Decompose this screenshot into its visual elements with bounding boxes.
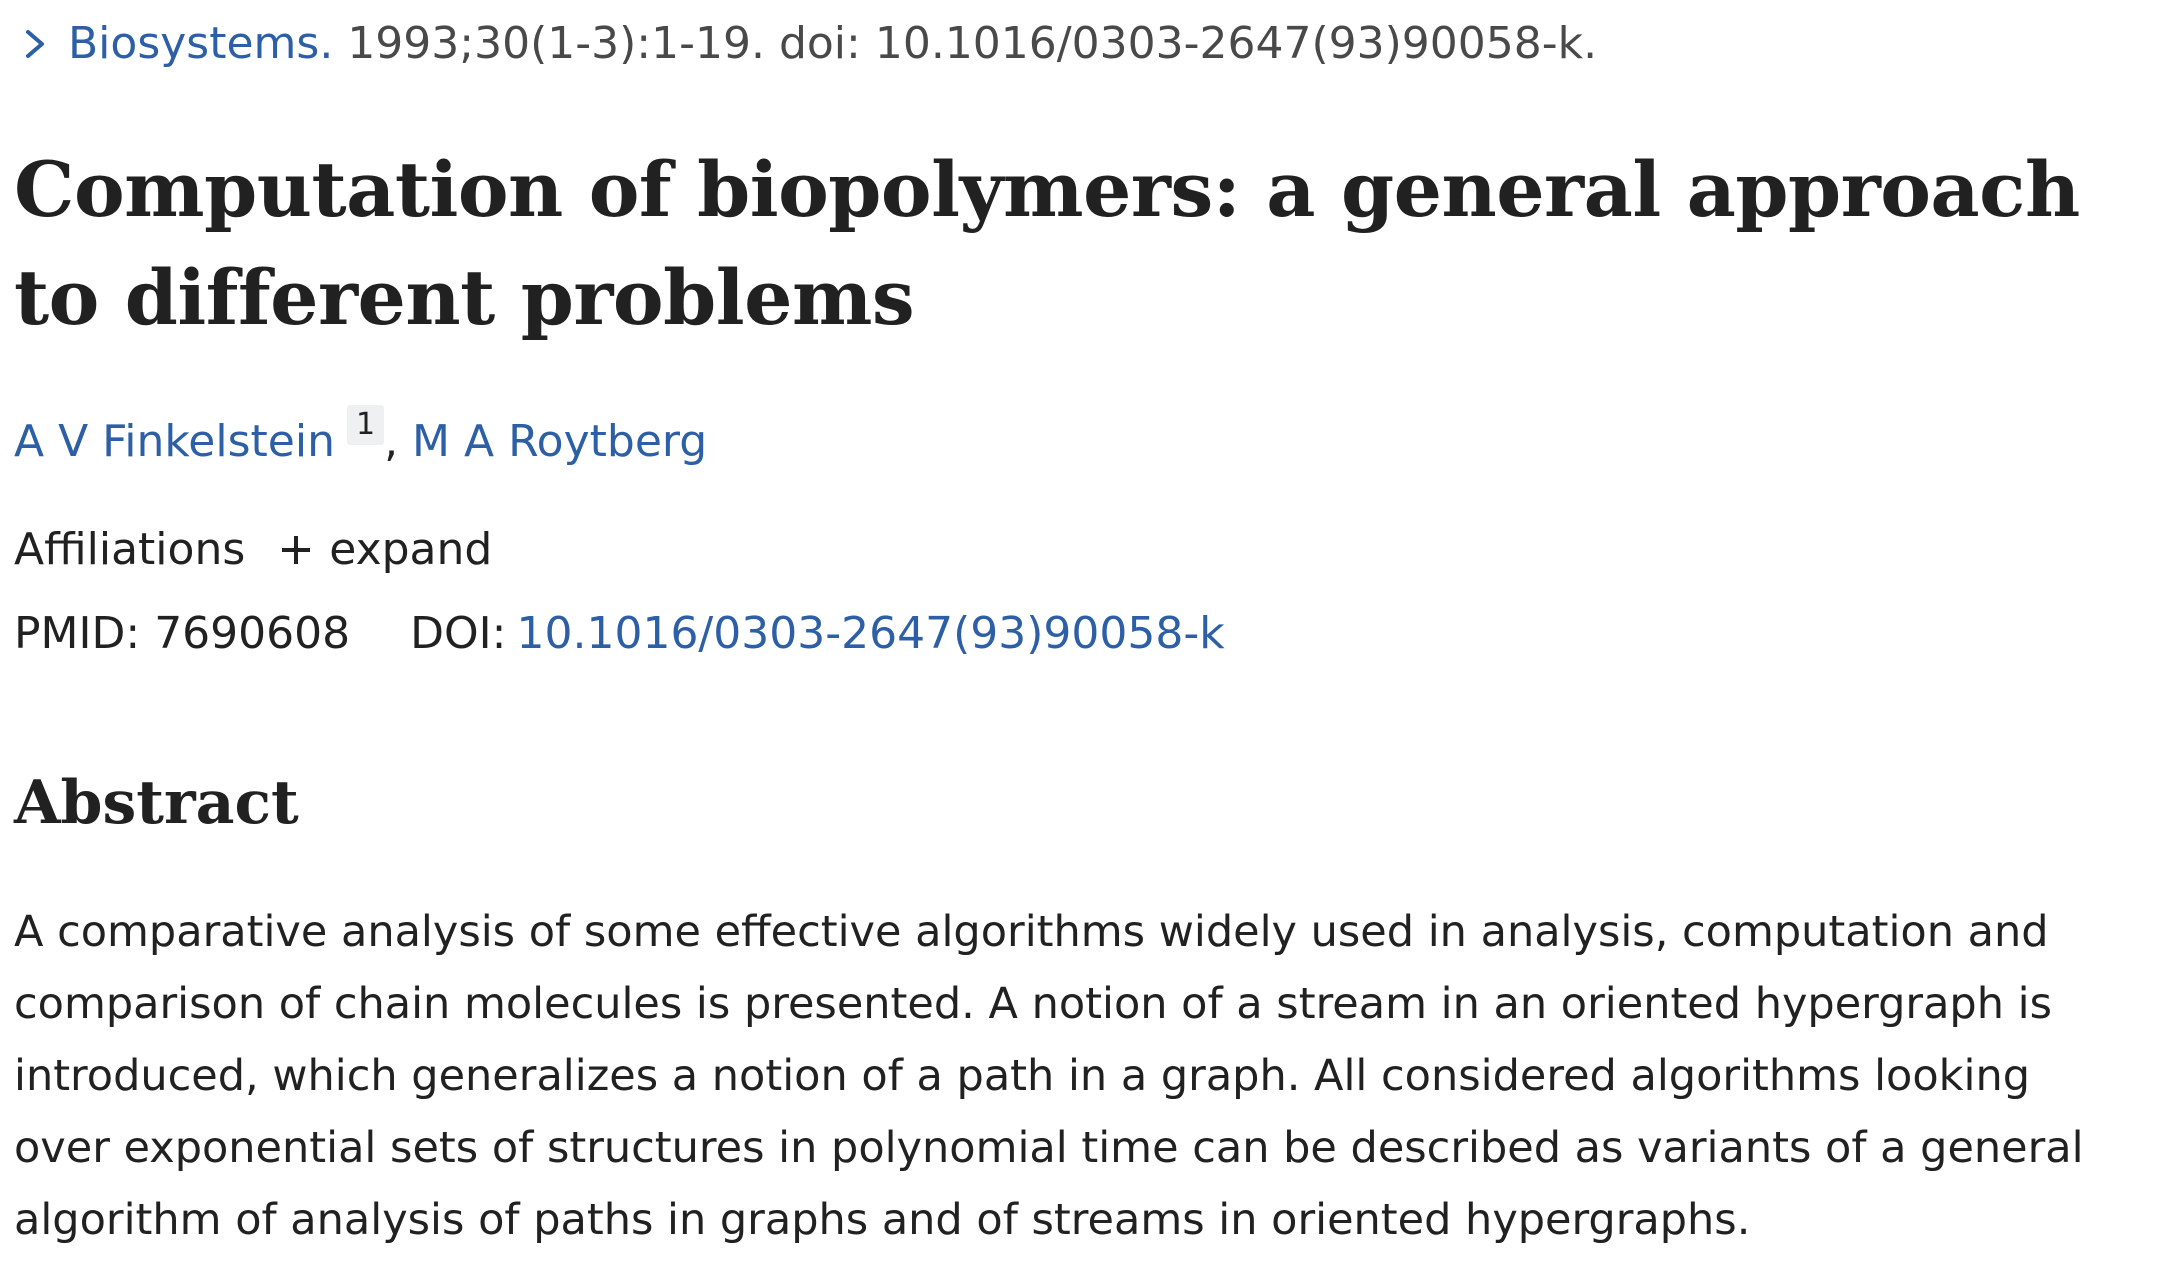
author-link-roytberg[interactable]: M A Roytberg bbox=[412, 416, 708, 467]
author-separator: , bbox=[384, 416, 413, 467]
doi-link[interactable]: 10.1016/0303-2647(93)90058-k bbox=[516, 608, 1225, 659]
expand-label: expand bbox=[329, 524, 493, 575]
author-link-finkelstein[interactable]: A V Finkelstein bbox=[14, 416, 335, 467]
citation-details: 1993;30(1-3):1-19. doi: 10.1016/0303-2647(93)90058-k. bbox=[347, 18, 1598, 69]
affiliations-expand-button[interactable] bbox=[279, 520, 492, 580]
doi-label: DOI: bbox=[410, 608, 507, 659]
pmid-label: PMID: bbox=[14, 608, 141, 659]
chevron-right-icon[interactable] bbox=[14, 24, 60, 64]
plus-icon bbox=[279, 533, 313, 567]
pmid-value: 7690608 bbox=[154, 608, 351, 659]
abstract-heading: Abstract bbox=[14, 768, 299, 838]
identifiers-row bbox=[14, 604, 1225, 664]
citation-line bbox=[14, 14, 1597, 74]
article-title: Computation of biopolymers: a general approach to different problems bbox=[14, 145, 2080, 342]
abstract-text: A comparative analysis of some effective algorithms widely used in analysis, computation and comparison of chain molecules is presented. A notion of a stream in an oriented hypergraph is introduced, which generalizes a notion of a path in a graph. All considered algorithms looking over exponential sets of structures in polynomial time can be described as variants of a general algorithm of analysis of paths in graphs and of streams in oriented hypergraphs. bbox=[14, 907, 2084, 1245]
affiliation-ref-badge[interactable]: 1 bbox=[347, 405, 384, 445]
affiliations-row bbox=[14, 520, 492, 580]
author-list bbox=[14, 407, 708, 472]
journal-link[interactable]: Biosystems. bbox=[68, 18, 334, 69]
affiliations-label: Affiliations bbox=[14, 524, 246, 575]
